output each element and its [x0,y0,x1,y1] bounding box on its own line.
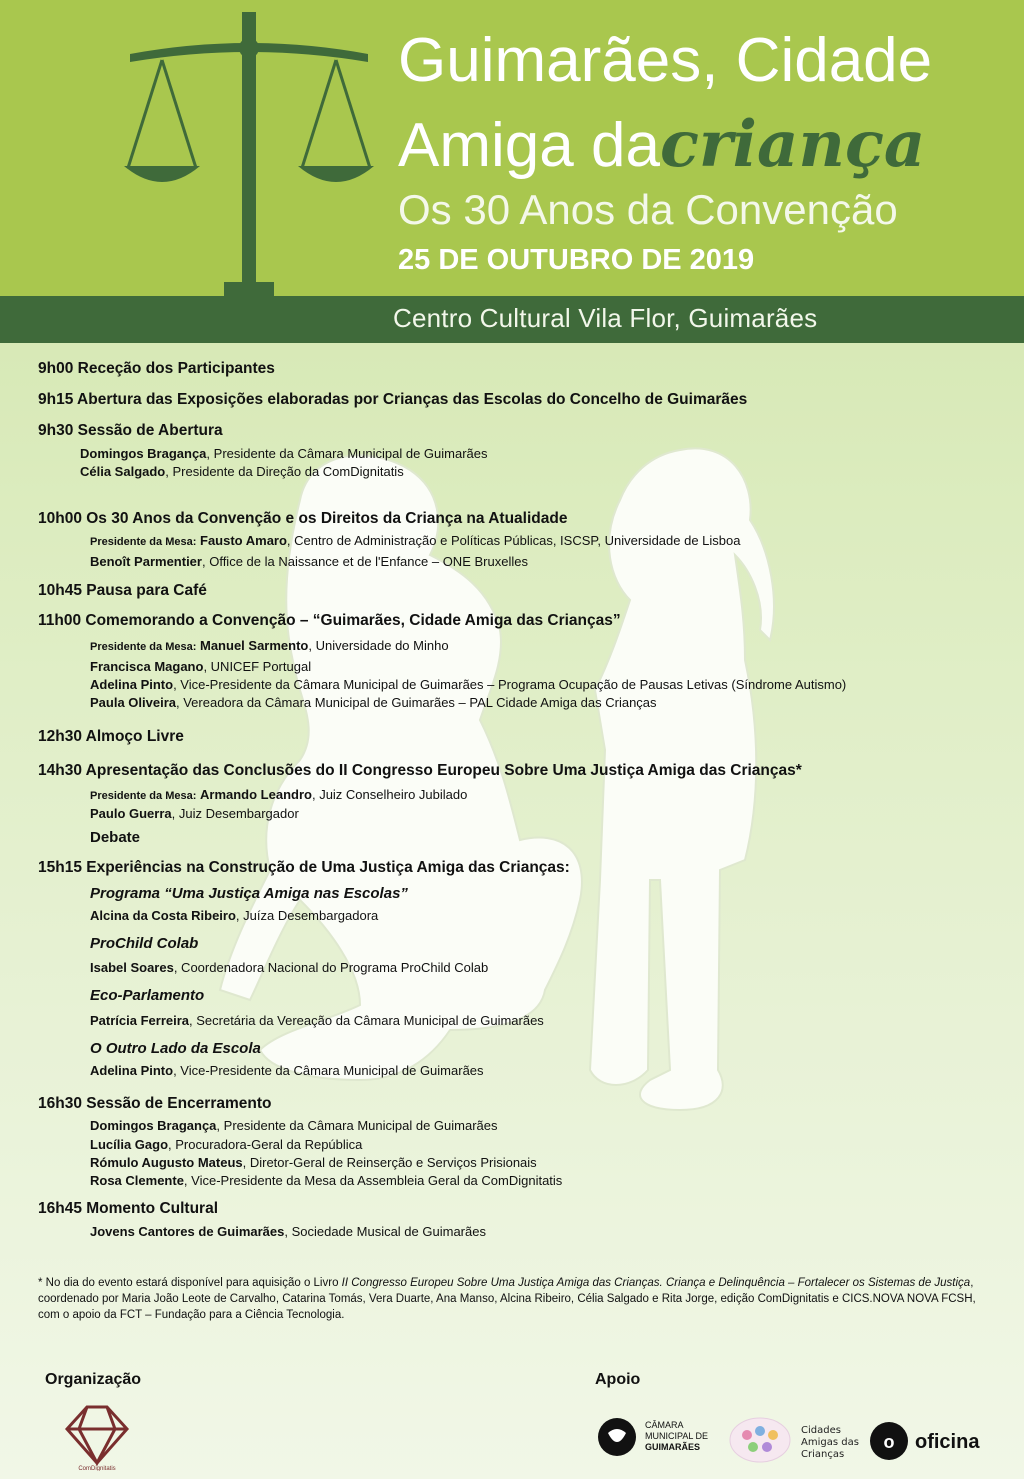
speaker-line: Francisca Magano, UNICEF Portugal [90,659,312,674]
poster-header [0,0,1024,296]
support-label: Apoio [595,1371,641,1388]
topic-title: ProChild Colab [90,935,199,952]
poster-title-line-2 [398,107,926,182]
program-item-1515: 15h15 Experiências na Construção de Uma Justiça Amiga das Crianças: [38,859,570,876]
speaker-line: Domingos Bragança, Presidente da Câmara Municipal de Guimarães [90,1118,498,1133]
event-date: 25 DE OUTUBRO DE 2019 [398,244,755,276]
svg-text:o: o [883,1432,895,1452]
comdignitatis-logo [57,1405,137,1471]
program-item-0900: 9h00 Receção dos Participantes [38,360,275,377]
camara-guimaraes-logo [598,1418,708,1456]
speaker-line: Benoît Parmentier, Office de la Naissance et de l'Enfance – ONE Bruxelles [90,554,528,569]
speaker-line: Adelina Pinto, Vice-Presidente da Câmara Municipal de Guimarães [90,1063,484,1078]
program-item-1645: 16h45 Momento Cultural [38,1200,218,1217]
speaker-line: Presidente da Mesa: Manuel Sarmento, Universidade do Minho [90,638,449,653]
program-item-1230: 12h30 Almoço Livre [38,728,184,745]
program-item-0915: 9h15 Abertura das Exposições elaboradas por Crianças das Escolas do Concelho de Guimarães [38,391,748,408]
speaker-line: Rosa Clemente, Vice-Presidente da Mesa da Assembleia Geral da ComDignitatis [90,1173,563,1188]
speaker-line: Adelina Pinto, Vice-Presidente da Câmara Municipal de Guimarães – Programa Ocupação de Pausas Letivas (Síndrome Autismo) [90,677,847,692]
program-item-1000: 10h00 Os 30 Anos da Convenção e os Direitos da Criança na Atualidade [38,510,568,527]
svg-text:Crianças: Crianças [801,1449,845,1460]
speaker-line: Patrícia Ferreira, Secretária da Vereação da Câmara Municipal de Guimarães [90,1013,544,1028]
speaker-line: Paulo Guerra, Juiz Desembargador [90,806,299,821]
program-item-1100: 11h00 Comemorando a Convenção – “Guimarães, Cidade Amiga das Crianças” [38,612,621,629]
speaker-line: Presidente da Mesa: Fausto Amaro, Centro de Administração e Políticas Públicas, ISCSP, Universidade de Lisboa [90,533,741,548]
svg-text:CÂMARA: CÂMARA [645,1420,684,1430]
program-item-0930: 9h30 Sessão de Abertura [38,422,223,439]
topic-title: Eco-Parlamento [90,987,205,1004]
title-accent-word: criança [659,107,926,182]
debate-label: Debate [90,829,141,846]
oficina-logo [870,1422,980,1460]
speaker-line: Rómulo Augusto Mateus, Diretor-Geral de Reinserção e Serviços Prisionais [90,1155,537,1170]
speaker-line: Jovens Cantores de Guimarães, Sociedade Musical de Guimarães [90,1224,486,1239]
support-logos [597,1415,997,1471]
event-venue: Centro Cultural Vila Flor, Guimarães [393,303,818,333]
topic-title: O Outro Lado da Escola [90,1040,261,1057]
svg-text:Amigas das: Amigas das [801,1437,859,1448]
cidades-amigas-criancas-logo [730,1418,859,1462]
title-prefix: Amiga da [398,111,660,180]
svg-text:GUIMARÃES: GUIMARÃES [645,1442,701,1452]
program-item-1430: 14h30 Apresentação das Conclusões do II Congresso Europeu Sobre Uma Justiça Amiga das Crianças* [38,762,802,779]
comdignitatis-logo-text: ComDignitatis [78,1466,116,1471]
footnote: * No dia do evento estará disponível para aquisição o Livro II Congresso Europeu Sobre Uma Justiça Amiga das Crianças. Criança e Delinquência – Fortalecer os Sistemas de Justiça, coordenado por Maria João Leote de Carvalho, Catarina Tomás, Vera Duarte, Ana Manso, Alcina Ribeiro, Célia Salgado e Rita Jorge, edição ComDignitatis e CICS.NOVA NOVA FCSH, com o apoio da FCT – Fundação para a Ciência Tecnologia. [38,1277,976,1321]
speaker-line: Lucília Gago, Procuradora-Geral da República [90,1137,363,1152]
program-item-1045: 10h45 Pausa para Café [38,582,207,599]
speaker-line: Presidente da Mesa: Armando Leandro, Juiz Conselheiro Jubilado [90,787,468,802]
program-item-1630: 16h30 Sessão de Encerramento [38,1095,272,1112]
organization-label: Organização [45,1371,142,1388]
scales-of-justice-icon [120,8,380,298]
speaker-line: Domingos Bragança, Presidente da Câmara Municipal de Guimarães [80,446,488,461]
svg-text:Cidades: Cidades [801,1425,841,1436]
speaker-line: Alcina da Costa Ribeiro, Juíza Desembargadora [90,908,379,923]
svg-text:oficina: oficina [915,1431,980,1453]
poster-title-line-1: Guimarães, Cidade [398,26,933,95]
speaker-line: Isabel Soares, Coordenadora Nacional do Programa ProChild Colab [90,960,489,975]
speaker-line: Paula Oliveira, Vereadora da Câmara Municipal de Guimarães – PAL Cidade Amiga das Crianças [90,695,657,710]
topic-title: Programa “Uma Justiça Amiga nas Escolas” [90,885,408,902]
speaker-line: Célia Salgado, Presidente da Direção da ComDignitatis [80,464,404,479]
svg-text:MUNICIPAL DE: MUNICIPAL DE [645,1431,709,1441]
poster-subtitle: Os 30 Anos da Convenção [398,186,898,233]
